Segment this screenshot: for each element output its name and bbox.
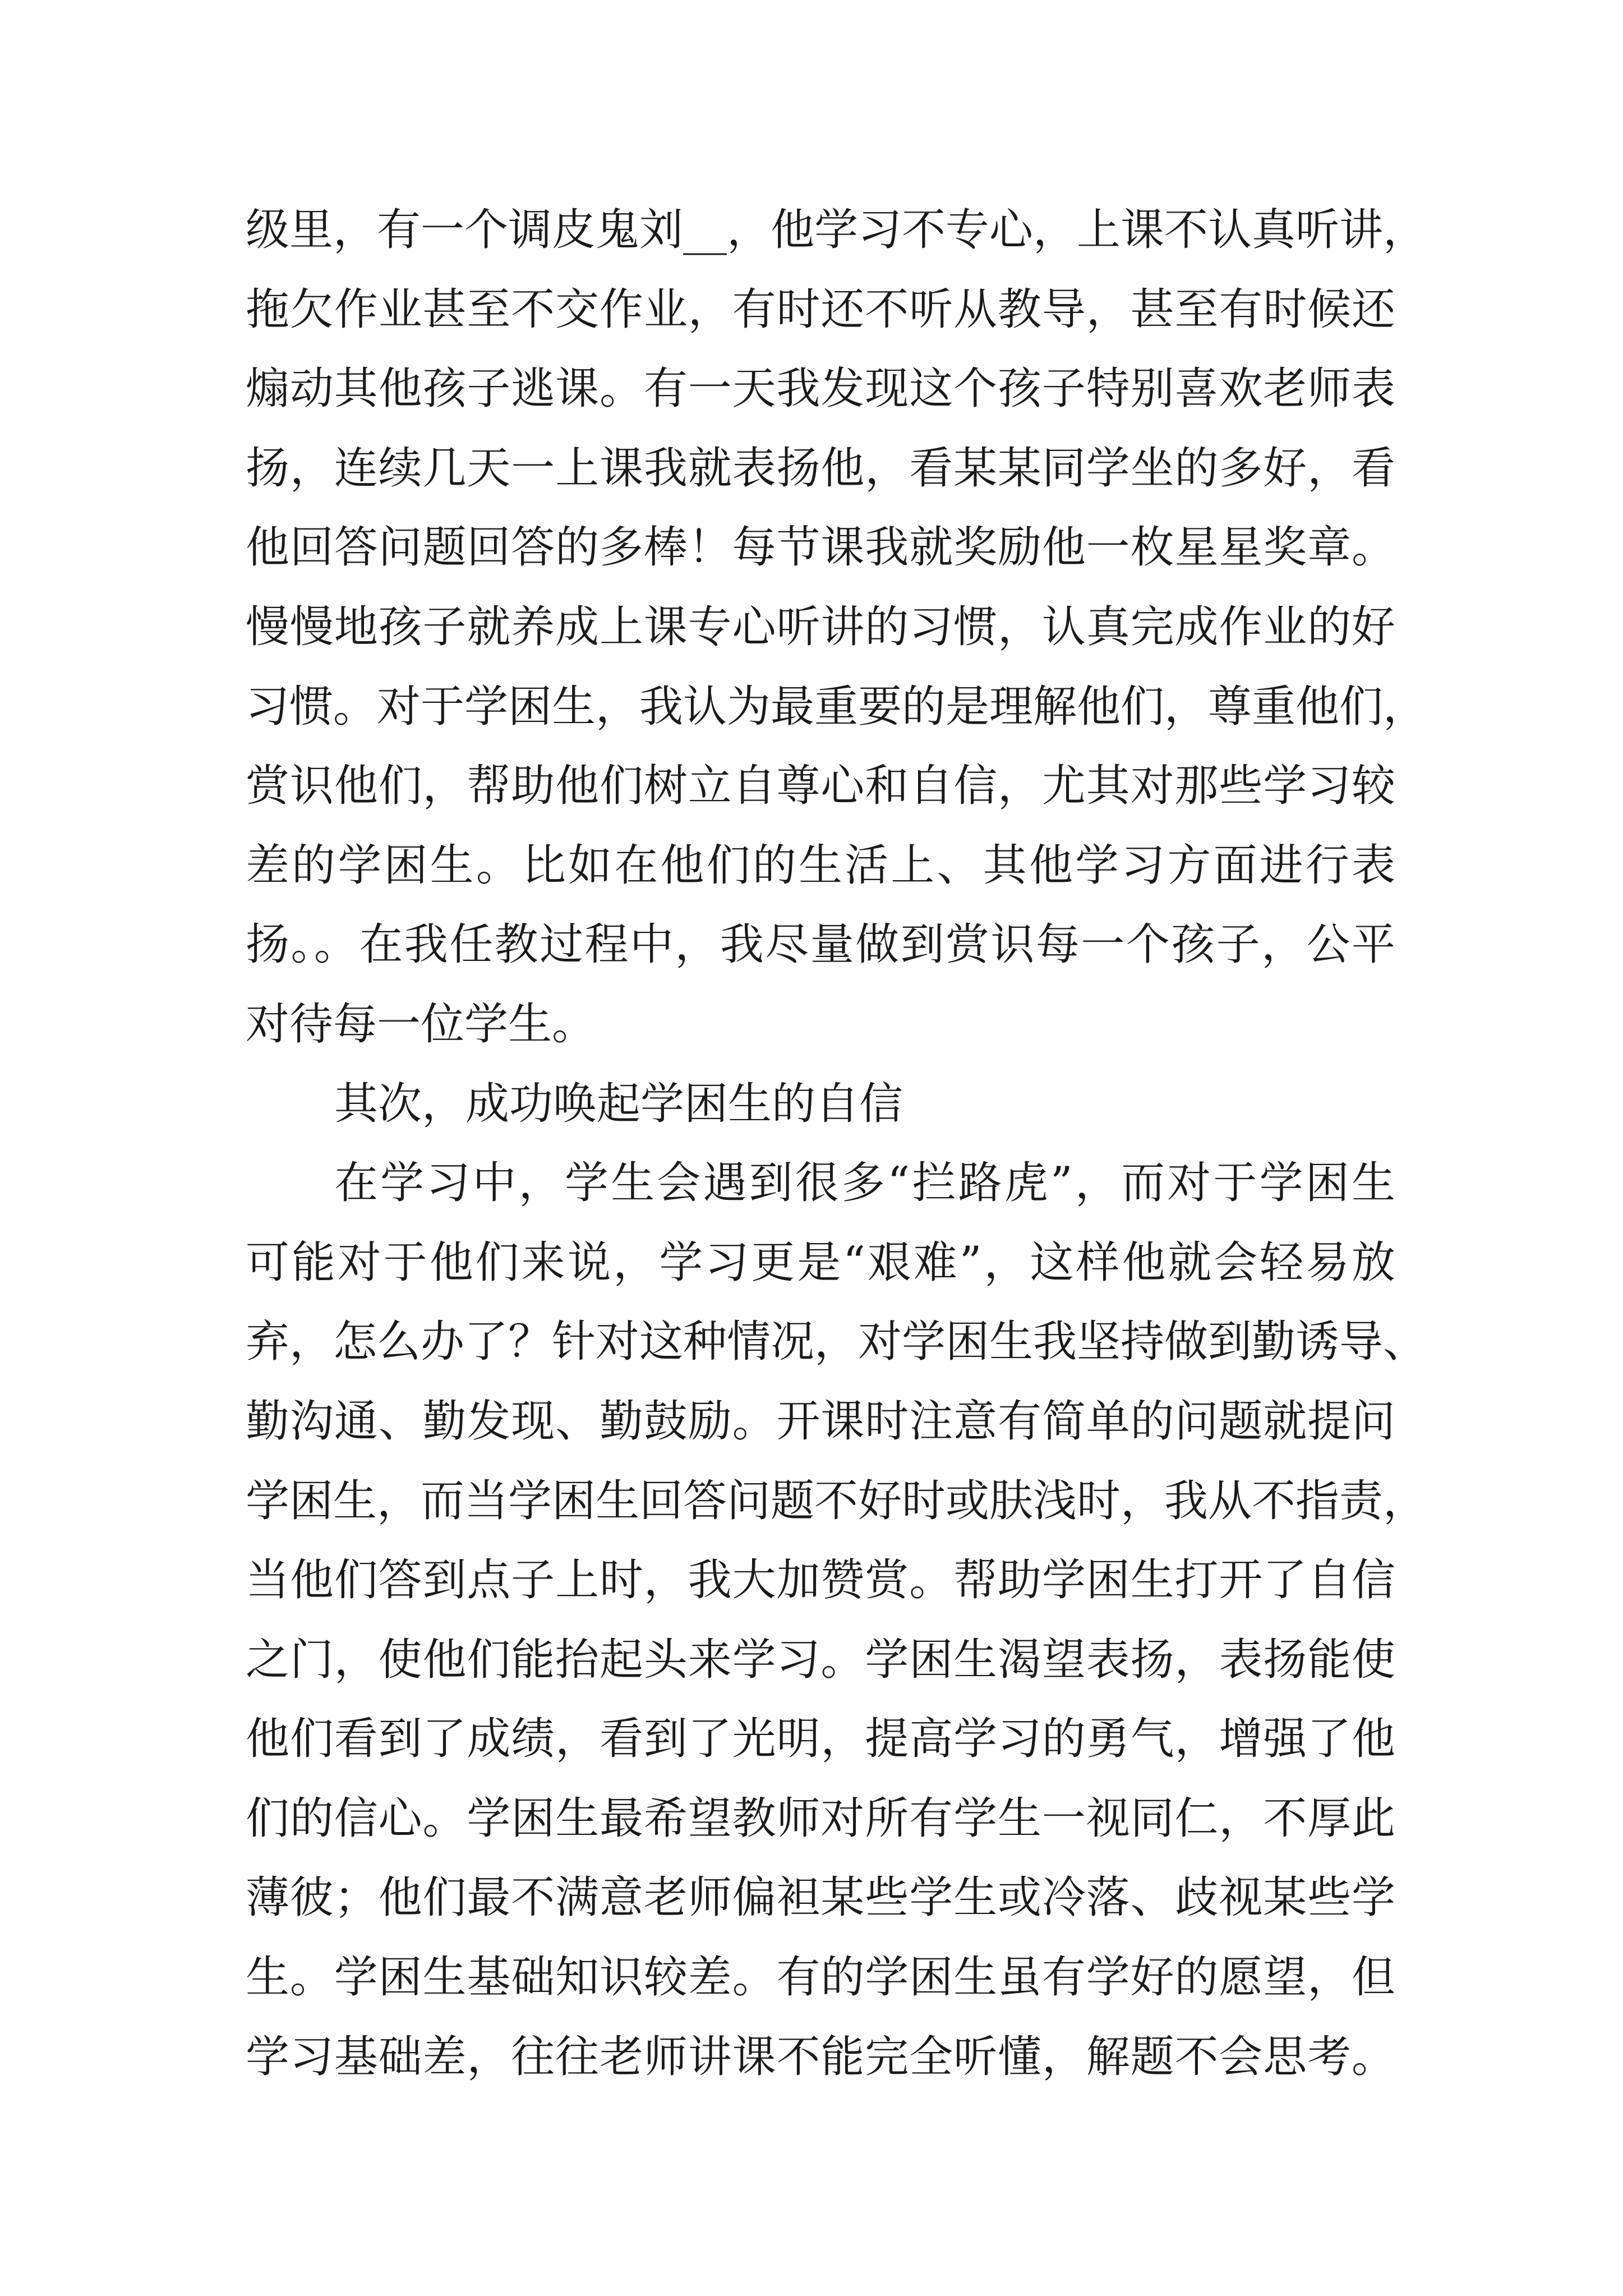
text-line: 赏识他们，帮助他们树立自尊心和自信，尤其对那些学习较 bbox=[246, 761, 1395, 812]
text-line: 他回答问题回答的多棒！每节课我就奖励他一枚星星奖章。 bbox=[246, 522, 1395, 573]
text-line: 对待每一位学生。 bbox=[246, 999, 596, 1050]
text-line: 当他们答到点子上时，我大加赞赏。帮助学困生打开了自信 bbox=[246, 1555, 1395, 1606]
text-line: 生。学困生基础知识较差。有的学困生虽有学好的愿望，但 bbox=[246, 1952, 1395, 2003]
text-line: 之门，使他们能抬起头来学习。学困生渴望表扬，表扬能使 bbox=[246, 1634, 1395, 1685]
text-line: 学习基础差，往往老师讲课不能完全听懂，解题不会思考。 bbox=[246, 2031, 1395, 2082]
text-line: 拖欠作业甚至不交作业，有时还不听从教导，甚至有时候还 bbox=[246, 284, 1395, 335]
text-line: 可能对于他们来说，学习更是“艰难”，这样他就会轻易放 bbox=[246, 1237, 1395, 1288]
text-line: 在学习中，学生会遇到很多“拦路虎”，而对于学困生 bbox=[334, 1158, 1395, 1209]
text-line: 们的信心。学困生最希望教师对所有学生一视同仁，不厚此 bbox=[246, 1793, 1395, 1844]
text-line: 扬，连续几天一上课我就表扬他，看某某同学坐的多好，看 bbox=[246, 443, 1395, 494]
body-text bbox=[246, 191, 1427, 2097]
text-line: 学困生，而当学困生回答问题不好时或肤浅时，我从不指责， bbox=[246, 1475, 1427, 1526]
text-line: 慢慢地孩子就养成上课专心听讲的习惯，认真完成作业的好 bbox=[246, 601, 1395, 652]
text-line: 习惯。对于学困生，我认为最重要的是理解他们，尊重他们， bbox=[246, 681, 1427, 732]
text-line: 他们看到了成绩，看到了光明，提高学习的勇气，增强了他 bbox=[246, 1714, 1395, 1765]
text-line: 弃，怎么办了？针对这种情况，对学困生我坚持做到勤诱导、 bbox=[246, 1317, 1427, 1368]
text-line: 扬。。在我任教过程中，我尽量做到赏识每一个孩子，公平 bbox=[246, 919, 1395, 970]
section-heading: 其次，成功唤起学困生的自信 bbox=[334, 1078, 903, 1129]
text-line: 煽动其他孩子逃课。有一天我发现这个孩子特别喜欢老师表 bbox=[246, 364, 1395, 415]
text-line: 级里，有一个调皮鬼刘__，他学习不专心，上课不认真听讲， bbox=[246, 205, 1427, 255]
text-line: 差的学困生。比如在他们的生活上、其他学习方面进行表 bbox=[246, 840, 1395, 891]
text-line: 薄彼；他们最不满意老师偏袒某些学生或冷落、歧视某些学 bbox=[246, 1872, 1395, 1924]
text-line: 勤沟通、勤发现、勤鼓励。开课时注意有简单的问题就提问 bbox=[246, 1396, 1395, 1447]
